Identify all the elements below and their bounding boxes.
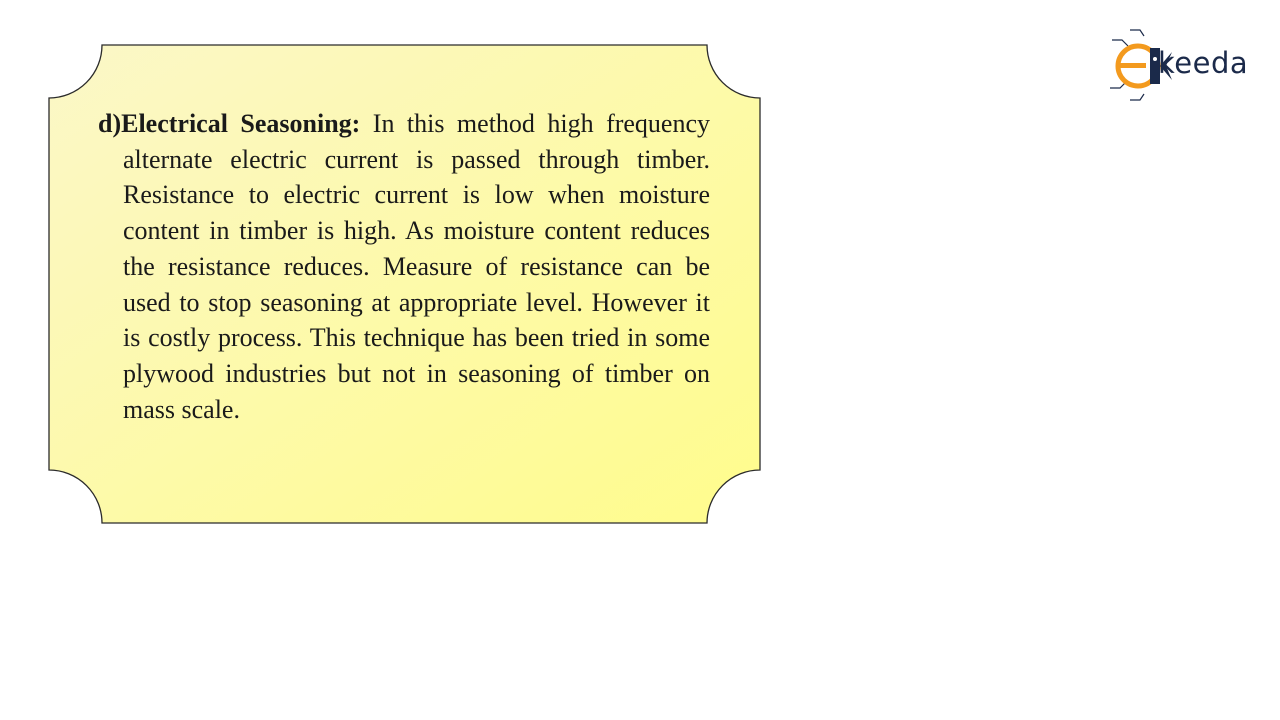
logo-wordmark: keeda: [1158, 46, 1249, 80]
slide-text: [98, 106, 710, 427]
section-heading: d)Electrical Seasoning:: [98, 109, 361, 138]
paragraph: [98, 106, 710, 427]
ekeeda-logo: [1106, 26, 1266, 106]
section-body: In this method high frequency alternate electric current is passed through timber. Resistance to electric current is low when moisture content in timber is high. As moisture content reduces the resistance reduces. Measure of resistance can be used to stop seasoning at appropriate level. However it is costly process. This technique has been tried in some plywood industries but not in seasoning of timber on mass scale.: [123, 109, 711, 424]
